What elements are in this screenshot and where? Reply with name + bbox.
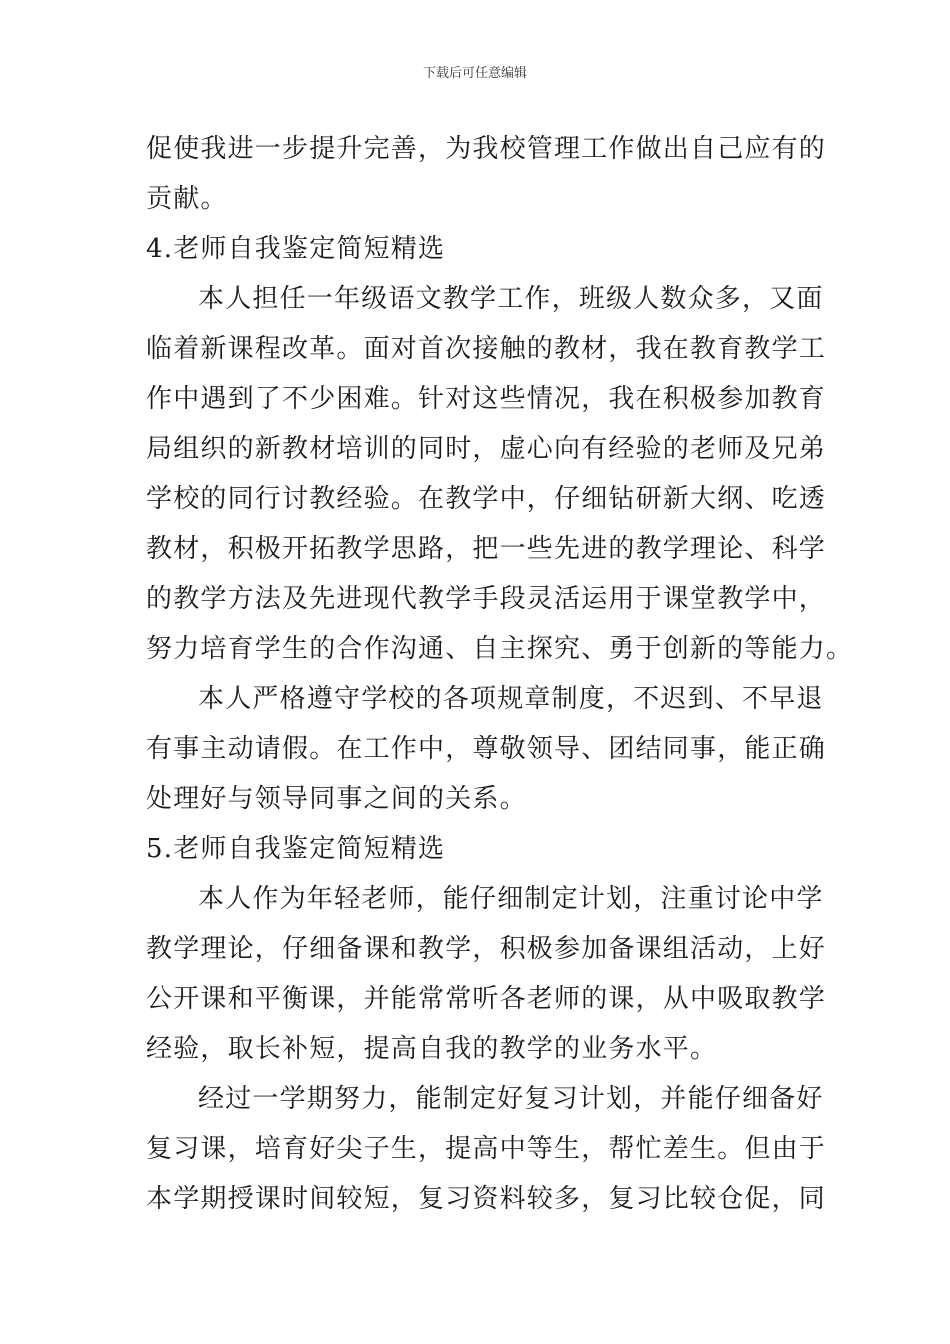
document-body bbox=[146, 124, 854, 1224]
text-line: 复习课，培育好尖子生，提高中等生，帮忙差生。但由于 bbox=[146, 1134, 827, 1164]
paragraph-start-line: 本人担任一年级语文教学工作，班级人数众多，又面 bbox=[198, 284, 824, 314]
text-line: 贡献。 bbox=[146, 184, 228, 214]
text-line: 的教学方法及先进现代教学手段灵活运用于课堂教学中， bbox=[146, 584, 827, 614]
text-line: 学校的同行讨教经验。在教学中，仔细钻研新大纲、吃透 bbox=[146, 484, 827, 514]
paragraph-start-line: 经过一学期努力，能制定好复习计划，并能仔细备好 bbox=[198, 1084, 824, 1114]
text-line: 教材，积极开拓教学思路，把一些先进的教学理论、科学 bbox=[146, 534, 827, 564]
section-heading: 4.老师自我鉴定简短精选 bbox=[146, 234, 446, 264]
text-line: 作中遇到了不少困难。针对这些情况，我在积极参加教育 bbox=[146, 384, 827, 414]
paragraph-start-line: 本人严格遵守学校的各项规章制度，不迟到、不早退 bbox=[198, 684, 824, 714]
text-line: 经验，取长补短，提高自我的教学的业务水平。 bbox=[146, 1034, 718, 1064]
section-heading: 5.老师自我鉴定简短精选 bbox=[146, 834, 446, 864]
text-line: 教学理论，仔细备课和教学，积极参加备课组活动，上好 bbox=[146, 934, 827, 964]
text-line: 临着新课程改革。面对首次接触的教材，我在教育教学工 bbox=[146, 334, 827, 364]
paragraph-start-line: 本人作为年轻老师，能仔细制定计划，注重讨论中学 bbox=[198, 884, 824, 914]
text-line: 局组织的新教材培训的同时，虚心向有经验的老师及兄弟 bbox=[146, 434, 827, 464]
text-line: 本学期授课时间较短，复习资料较多，复习比较仓促，同 bbox=[146, 1184, 827, 1214]
text-line: 有事主动请假。在工作中，尊敬领导、团结同事，能正确 bbox=[146, 734, 827, 764]
text-line: 公开课和平衡课，并能常常听各老师的课，从中吸取教学 bbox=[146, 984, 827, 1014]
page-header: 下载后可任意编辑 bbox=[422, 66, 527, 81]
text-line: 促使我进一步提升完善，为我校管理工作做出自己应有的 bbox=[146, 134, 827, 164]
text-line: 努力培育学生的合作沟通、自主探究、勇于创新的等能力。 bbox=[146, 634, 854, 664]
text-line: 处理好与领导同事之间的关系。 bbox=[146, 784, 527, 814]
